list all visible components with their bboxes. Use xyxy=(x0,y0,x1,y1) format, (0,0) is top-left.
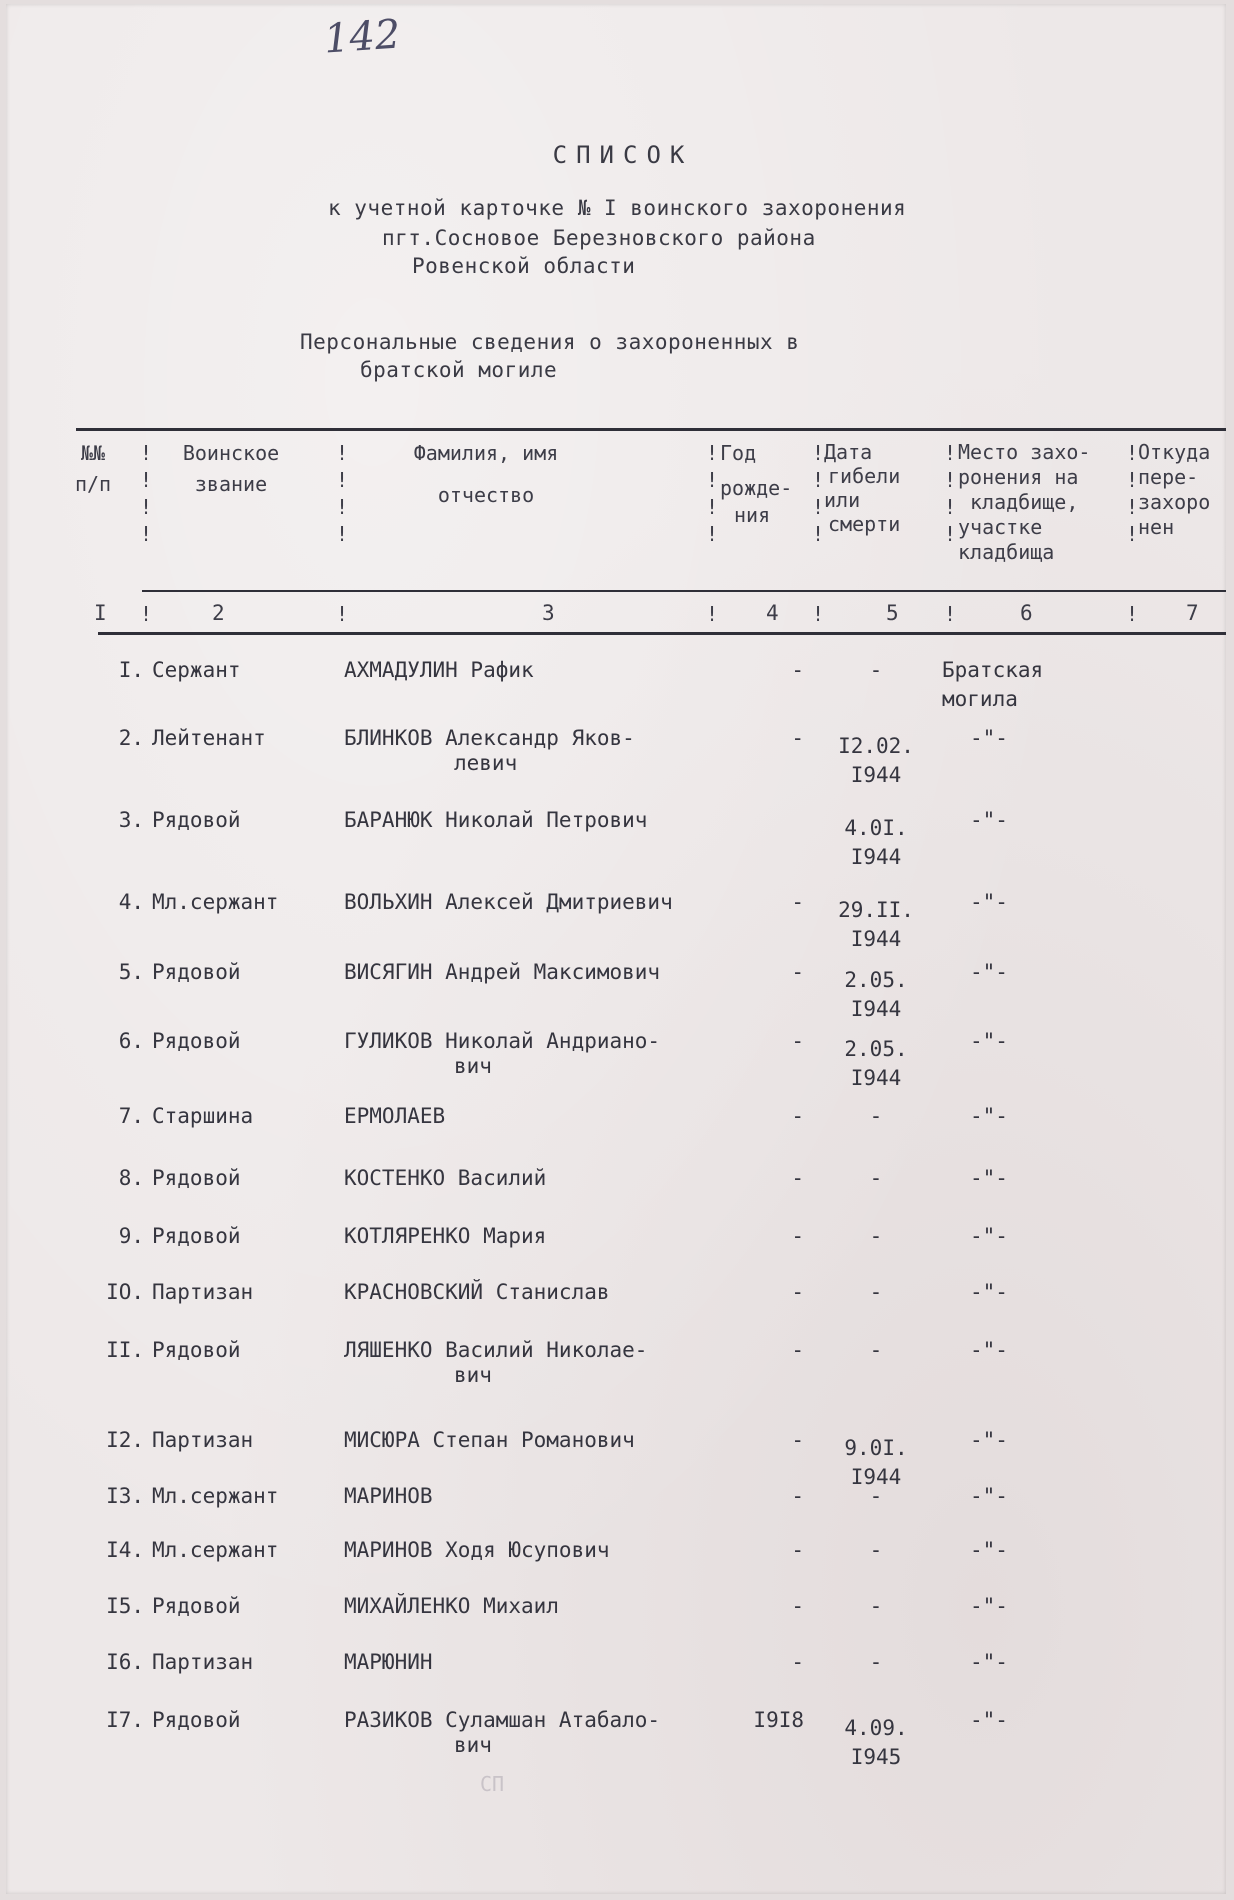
row-number: 6. xyxy=(118,1029,144,1053)
row-burial-place: -"- xyxy=(970,1166,1008,1190)
row-death-date: - xyxy=(869,1594,883,1618)
row-burial-place: -"- xyxy=(970,1594,1008,1618)
row-name: ГУЛИКОВ Николай Андриано- вич xyxy=(344,1029,661,1078)
row-birth-year: - xyxy=(791,1484,804,1508)
row-number: I. xyxy=(118,658,144,682)
row-burial-place: -"- xyxy=(970,1708,1008,1732)
row-death-date: 2.05. I944 xyxy=(844,968,908,1021)
row-number: 9. xyxy=(118,1224,144,1248)
document-page: 142 СПИСОК к учетной карточке № I воинского захоронения пгт.Сосновое Березновского района Ровенской области Персональные сведения о захороненных в братской могиле №№ п/п Воинское звание Фамилия, имя отчество Год рожде- ния Дата гибели или смерти Место захо- ронения на кладбище, участке кладбища Откуда пере- захоро нен ! ! ! ! ! ! ! ! ! ! ! ! ! ! ! ! ! ! ! ! ! ! ! ! I 2 3 4 5 6 7 ! ! ! ! ! ! I. Сержант АХМАДУЛИН Рафик - - Братская могила 2. Лейтенант БЛИНКОВ Александр Яков- левич - I2.02. I944 -"- 3. Рядовой БАРАНЮК Николай Петрович 4.0I. I944 -"- 4. Мл.сержант ВОЛЬХИН Алексей Дмитриевич - 29.II. I944 -"- 5. Рядовой ВИСЯГИН Андрей Максимович - 2.05. I944 -"- 6. Рядовой ГУЛИКОВ Николай Андриано- вич - 2.05. I944 -"- 7. Старшина ЕРМОЛАЕВ - - -"- 8. Рядовой КОСТЕНКО Василий - - -"- 9. Рядовой КОТЛЯРЕНКО Мария - - -"- IO. Партизан КРАСНОВСКИЙ Станислав - - -"- II. Рядовой ЛЯШЕНКО Василий Николае- вич - - -"- I2. Партизан МИСЮРА Степан Романович - 9.0I. I944 -"- I3. Мл.сержант МАРИНОВ - - -"- I4. Мл.сержант МАРИНОВ Ходя Юсупович - - -"- I5. Рядовой МИХАЙЛЕНКО Михаил - - -"- I6. Партизан МАРЮНИН - - -"- I7. Рядовой РАЗИКОВ Суламшан Атабало- вич I9I8 4.09. I945 -"- СП xyxy=(6,4,1226,1894)
column-number: 7 xyxy=(1186,601,1199,625)
row-death-date: 2.05. I944 xyxy=(844,1037,908,1090)
row-name: МАРИНОВ xyxy=(344,1484,433,1508)
header-col-2: Воинское звание xyxy=(182,441,280,496)
row-rank: Рядовой xyxy=(152,1594,241,1618)
row-birth-year: I9I8 xyxy=(753,1708,804,1732)
row-rank: Рядовой xyxy=(152,1708,241,1732)
faded-mark: СП xyxy=(480,1772,505,1796)
row-rank: Рядовой xyxy=(152,1166,241,1190)
row-number: I6. xyxy=(106,1650,144,1674)
document-title: СПИСОК xyxy=(552,141,694,169)
row-burial-place: Братская могила xyxy=(942,658,1044,711)
row-rank: Рядовой xyxy=(152,1029,241,1053)
row-death-date: - xyxy=(869,1484,883,1508)
row-name: КРАСНОВСКИЙ Станислав xyxy=(344,1280,610,1304)
row-number: 3. xyxy=(118,808,144,832)
row-name: МАРЮНИН xyxy=(344,1650,433,1674)
row-name: ЛЯШЕНКО Василий Николае- вич xyxy=(344,1338,648,1387)
row-birth-year: - xyxy=(791,960,804,984)
row-birth-year: - xyxy=(791,726,804,750)
row-death-date: - xyxy=(869,1650,883,1674)
row-name: АХМАДУЛИН Рафик xyxy=(344,658,534,682)
row-burial-place: -"- xyxy=(970,1280,1008,1304)
row-number: I7. xyxy=(106,1708,144,1732)
row-name: РАЗИКОВ Суламшан Атабало- вич xyxy=(344,1708,661,1757)
column-number: 6 xyxy=(1020,601,1033,625)
table-header-rule xyxy=(142,590,1226,592)
subtitle-line-2: пгт.Сосновое Березновского района xyxy=(382,226,816,250)
row-death-date: - xyxy=(869,1538,883,1562)
table-top-rule xyxy=(76,428,1226,431)
row-birth-year: - xyxy=(791,1104,804,1128)
header-col-3: Фамилия, имя отчество xyxy=(413,441,559,507)
row-name: КОСТЕНКО Василий xyxy=(344,1166,547,1190)
row-death-date: 4.09. I945 xyxy=(844,1716,908,1769)
row-number: I3. xyxy=(106,1484,144,1508)
column-number: 4 xyxy=(766,601,779,625)
row-burial-place: -"- xyxy=(970,960,1008,984)
row-burial-place: -"- xyxy=(970,1224,1008,1248)
row-death-date: - xyxy=(869,658,883,682)
row-birth-year: - xyxy=(791,1224,804,1248)
row-rank: Сержант xyxy=(152,658,241,682)
column-number: 3 xyxy=(542,601,555,625)
row-burial-place: -"- xyxy=(970,1650,1008,1674)
row-rank: Мл.сержант xyxy=(152,1538,279,1562)
row-number: I2. xyxy=(106,1428,144,1452)
row-birth-year: - xyxy=(791,1338,804,1362)
row-burial-place: -"- xyxy=(970,890,1008,914)
row-number: I4. xyxy=(106,1538,144,1562)
row-name: КОТЛЯРЕНКО Мария xyxy=(344,1224,547,1248)
section-heading-line-2: братской могиле xyxy=(360,358,558,382)
row-birth-year: - xyxy=(791,658,804,682)
row-birth-year: - xyxy=(791,1166,804,1190)
row-rank: Рядовой xyxy=(152,960,241,984)
subtitle-line-1: к учетной карточке № I воинского захоронения xyxy=(328,196,907,220)
row-death-date: I2.02. I944 xyxy=(838,734,914,787)
row-name: ЕРМОЛАЕВ xyxy=(344,1104,446,1128)
row-death-date: - xyxy=(869,1338,883,1362)
row-burial-place: -"- xyxy=(970,1104,1008,1128)
row-birth-year: - xyxy=(791,1594,804,1618)
row-burial-place: -"- xyxy=(970,1029,1008,1053)
row-name: МАРИНОВ Ходя Юсупович xyxy=(344,1538,610,1562)
section-heading-line-1: Персональные сведения о захороненных в xyxy=(300,330,800,354)
row-death-date: 9.0I. I944 xyxy=(844,1436,908,1489)
column-number: 2 xyxy=(212,601,225,625)
row-number: 4. xyxy=(118,890,144,914)
row-number: II. xyxy=(106,1338,144,1362)
row-name: МИХАЙЛЕНКО Михаил xyxy=(344,1594,559,1618)
header-col-7: Откуда пере- захоро нен xyxy=(1138,440,1211,539)
row-rank: Рядовой xyxy=(152,1224,241,1248)
row-death-date: - xyxy=(869,1280,883,1304)
row-number: 5. xyxy=(118,960,144,984)
row-birth-year: - xyxy=(791,1029,804,1053)
row-birth-year: - xyxy=(791,1280,804,1304)
row-death-date: - xyxy=(869,1166,883,1190)
column-number: 5 xyxy=(886,601,899,625)
row-burial-place: -"- xyxy=(970,726,1008,750)
row-rank: Лейтенант xyxy=(152,726,266,750)
row-rank: Партизан xyxy=(152,1280,254,1304)
row-number: I5. xyxy=(106,1594,144,1618)
row-name: МИСЮРА Степан Романович xyxy=(344,1428,635,1452)
row-rank: Мл.сержант xyxy=(152,890,279,914)
row-rank: Партизан xyxy=(152,1650,254,1674)
row-death-date: - xyxy=(869,1104,883,1128)
row-name: ВОЛЬХИН Алексей Дмитриевич xyxy=(344,890,673,914)
folio-number: 142 xyxy=(322,11,402,63)
row-number: IO. xyxy=(106,1280,144,1304)
row-rank: Рядовой xyxy=(152,808,241,832)
row-birth-year: - xyxy=(791,1538,804,1562)
row-death-date: 4.0I. I944 xyxy=(844,816,908,869)
row-birth-year: - xyxy=(791,1650,804,1674)
subtitle-line-3: Ровенской области xyxy=(412,254,636,278)
row-burial-place: -"- xyxy=(970,808,1008,832)
row-burial-place: -"- xyxy=(970,1428,1008,1452)
row-number: 7. xyxy=(118,1104,144,1128)
header-col-6: Место захо- ронения на кладбище, участке кладбища xyxy=(958,440,1091,564)
header-col-1: №№ п/п xyxy=(74,441,112,496)
row-birth-year: - xyxy=(791,890,804,914)
row-number: 2. xyxy=(118,726,144,750)
row-burial-place: -"- xyxy=(970,1538,1008,1562)
header-col-4: Год рожде- ния xyxy=(720,441,793,527)
row-burial-place: -"- xyxy=(970,1484,1008,1508)
row-birth-year: - xyxy=(791,1428,804,1452)
column-number: I xyxy=(94,601,107,625)
row-name: ВИСЯГИН Андрей Максимович xyxy=(344,960,661,984)
row-burial-place: -"- xyxy=(970,1338,1008,1362)
row-rank: Рядовой xyxy=(152,1338,241,1362)
row-number: 8. xyxy=(118,1166,144,1190)
table-numbers-rule xyxy=(98,632,1226,635)
header-col-5: Дата гибели или смерти xyxy=(824,440,901,536)
row-name: БАРАНЮК Николай Петрович xyxy=(344,808,648,832)
row-death-date: 29.II. I944 xyxy=(838,898,914,951)
row-rank: Мл.сержант xyxy=(152,1484,279,1508)
row-rank: Партизан xyxy=(152,1428,254,1452)
row-death-date: - xyxy=(869,1224,883,1248)
row-rank: Старшина xyxy=(152,1104,254,1128)
row-name: БЛИНКОВ Александр Яков- левич xyxy=(344,726,635,775)
